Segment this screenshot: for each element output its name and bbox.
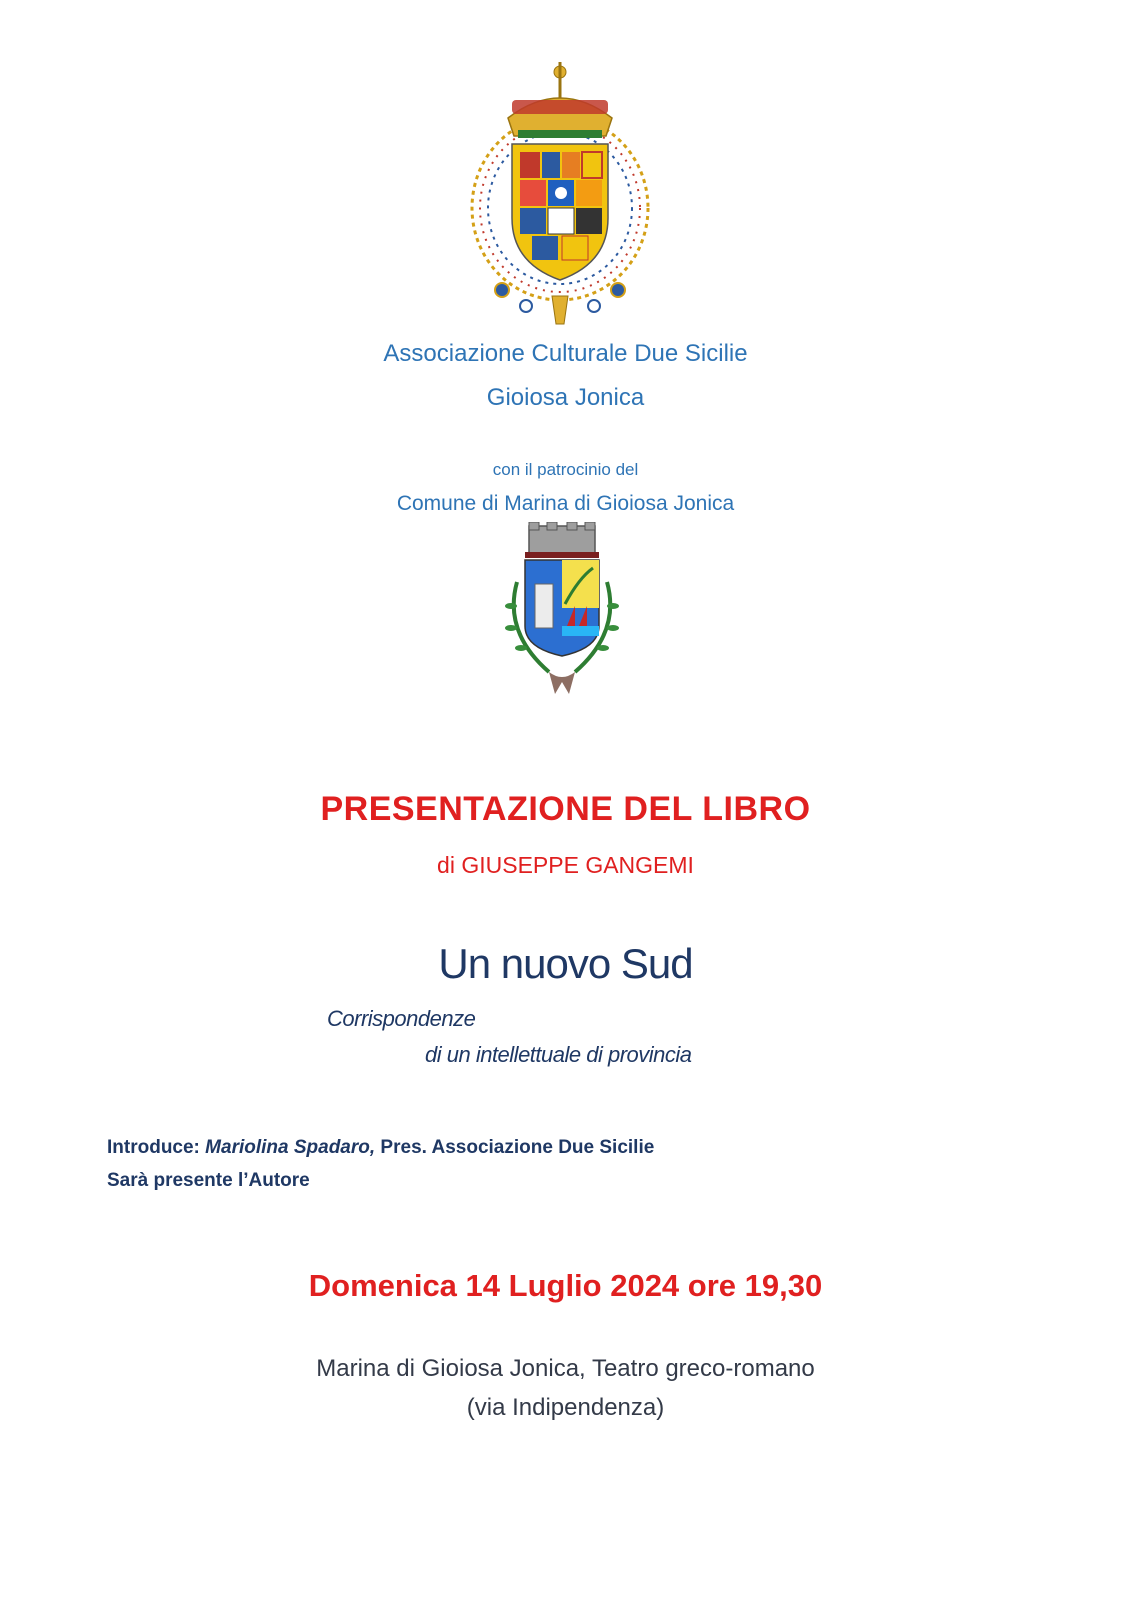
event-venue: Marina di Gioiosa Jonica, Teatro greco-romano — [316, 1355, 815, 1382]
event-title: PRESENTAZIONE DEL LIBRO — [320, 790, 811, 828]
association-name: Associazione Culturale Due Sicilie — [383, 340, 748, 367]
introducer-person: Mariolina Spadaro, — [205, 1137, 376, 1158]
association-city: Gioiosa Jonica — [486, 384, 645, 411]
comune-name: Comune di Marina di Gioiosa Jonica — [396, 492, 735, 515]
book-title: Un nuovo Sud — [438, 940, 693, 987]
book-subtitle-line-2: di un intellettuale di provincia — [425, 1042, 692, 1067]
author-present-line: Sarà presente l’Autore — [107, 1170, 310, 1191]
coat-of-arms-marina-gioiosa-icon — [495, 522, 629, 700]
introducer-label: Introduce: — [107, 1137, 200, 1158]
book-subtitle-line-1: Corrispondenze — [327, 1006, 476, 1031]
patronage-intro: con il patrocinio del — [492, 460, 639, 479]
event-venue-street: (via Indipendenza) — [466, 1394, 665, 1421]
coat-of-arms-two-sicilies-icon — [462, 58, 658, 330]
event-date-time: Domenica 14 Luglio 2024 ore 19,30 — [308, 1268, 823, 1303]
author-line: di GIUSEPPE GANGEMI — [437, 852, 694, 878]
introducer-line — [107, 1137, 654, 1159]
introducer-role: Pres. Associazione Due Sicilie — [375, 1137, 655, 1158]
